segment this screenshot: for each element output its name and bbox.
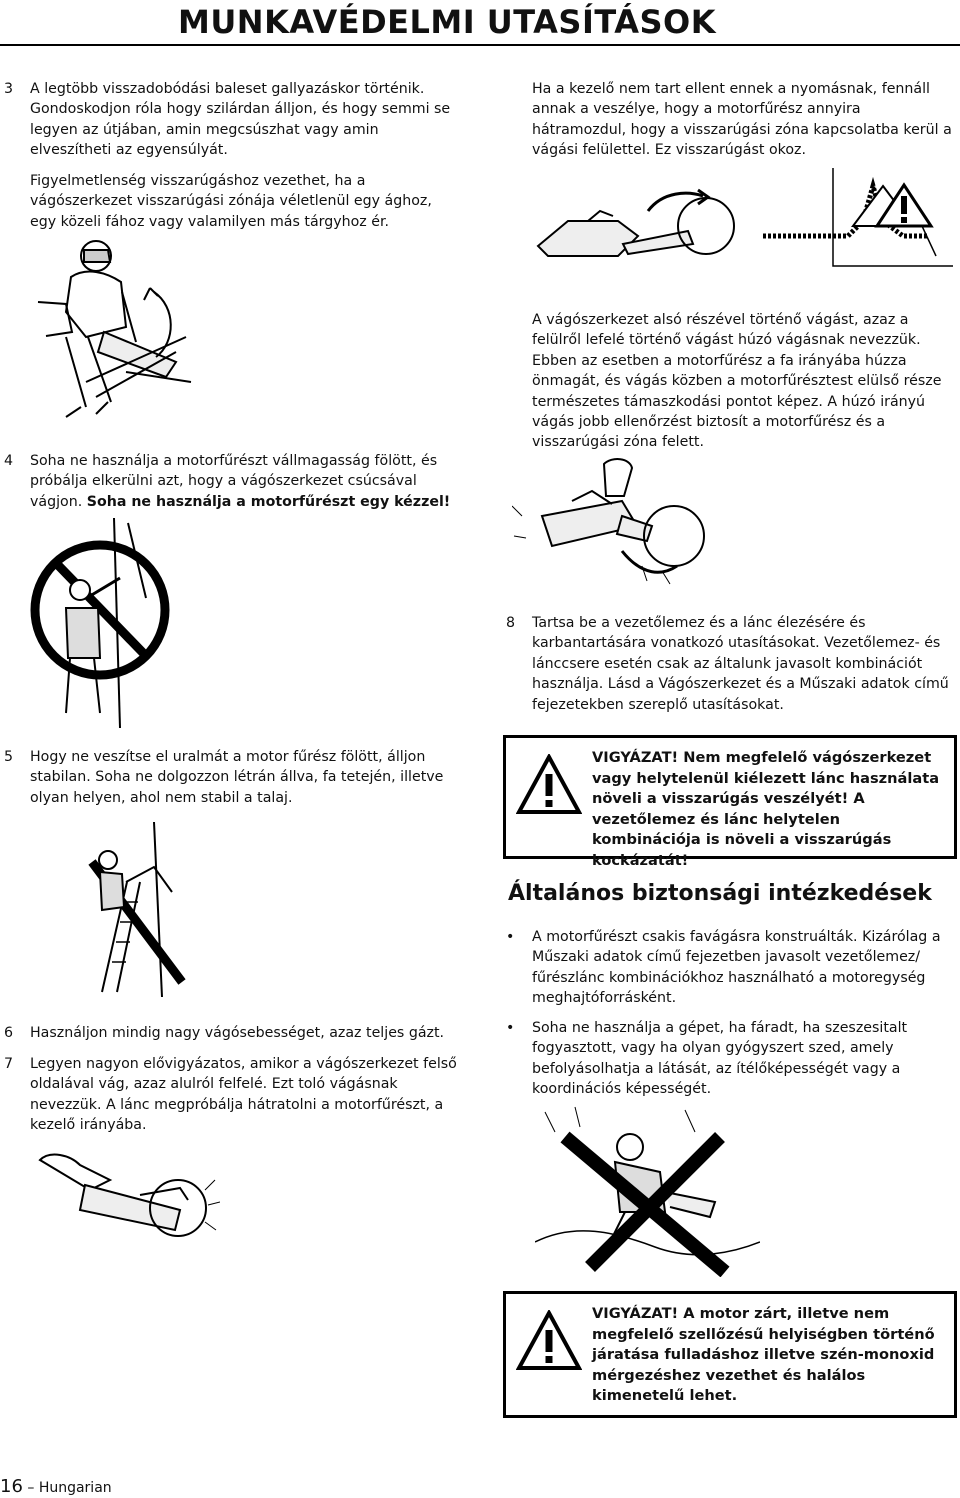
item-7-text: Legyen nagyon elővigyázatos, amikor a vágószerkezet felső oldalával vág, azaz alulról felfelé. Ezt toló vágásnak nevezzük. A lánc megpróbálja hátratolni a motorfűrészt, a kezelő irányába. — [30, 1056, 457, 1134]
bullet-dot: • — [506, 1020, 515, 1036]
right-paragraph-1: Ha a kezelő nem tart ellent ennek a nyomásnak, fennáll annak a veszélye, hogy a motorfűrész annyira hátramozdul, hogy a visszarúgási zóna kapcsolatba kerül a vágási felülettel. Ez visszarúgást okoz. — [532, 81, 952, 159]
page-title: MUNKAVÉDELMI UTASÍTÁSOK — [177, 3, 716, 41]
section-title-general-safety: Általános biztonsági intézkedések — [508, 881, 932, 906]
prohibited-tired-operator-illustration — [535, 1102, 760, 1277]
bullet-item-1 — [506, 927, 958, 1009]
push-cut-illustration — [30, 1150, 220, 1250]
item-number-4: 4 — [4, 453, 14, 469]
footer-language: Hungarian — [38, 1480, 112, 1496]
warning-triangle-icon — [516, 1310, 582, 1372]
prohibited-ladder-illustration — [82, 822, 192, 997]
bullet-item-2 — [506, 1018, 958, 1100]
pull-cut-illustration — [512, 456, 712, 606]
item-5-text: Hogy ne veszítse el uralmát a motor fűrész fölött, álljon stabilan. Soha ne dolgozzon létrán állva, fa tetején, illetve olyan helyen, ahol nem stabil a talaj. — [30, 749, 444, 806]
warning-ventilation-text: VIGYÁZAT! A motor zárt, illetve nem megfelelő szellőzésű helyiségben történő járatása fulladáshoz illetve szén-monoxid mérgezéshez vezethet és halálos kimenetelű lehet. — [592, 1305, 935, 1404]
item-3b-text: Figyelmetlenség visszarúgáshoz vezethet, ha a vágószerkezet visszarúgási zónája véletlenül egy ághoz, egy közeli fához vagy valamilyen más tárgyhoz ér. — [30, 173, 432, 230]
right-paragraph-2: A vágószerkezet alsó részével történő vágást, azaz a felülről lefelé történő vágást húzó vágásnak nevezzük. Ebben az esetben a motorfűrész a fa irányába húzza önmagát, és vágás közben a motorfűrésztest elülső része természetes támaszkodási pontot képez. A húzó irányú vágás jobb ellenőrzést biztosít a motorfűrész és a visszarúgási zóna felett. — [532, 312, 942, 451]
page-footer — [0, 1477, 112, 1498]
item-4-normal: Soha ne használja a motorfűrészt vállmagasság fölött, és próbálja elkerülni azt, hogy a vágószerkezet csúcsával vágjon. — [30, 453, 438, 510]
kickback-warning-triangle-icon — [874, 182, 934, 228]
prohibited-above-shoulder-illustration — [28, 518, 178, 728]
item-number-6: 6 — [4, 1025, 14, 1041]
header-rule — [0, 44, 960, 46]
item-number-7: 7 — [4, 1056, 14, 1072]
bullet-1-text: A motorfűrészt csakis favágásra konstruálták. Kizárólag a Műszaki adatok című fejezetben javasolt vezetőlemez/ fűrészlánc kombinációkhoz használható a motoregység meghajtóforrásként. — [532, 929, 941, 1007]
item-number-8: 8 — [506, 615, 516, 631]
warning-chain-text: VIGYÁZAT! Nem megfelelő vágószerkezet vagy helytelenül kiélezett lánc használata növeli a visszarúgás veszélyét! A vezetőlemez és lánc helytelen kombinációja is növeli a visszarúgás kockázatát! — [592, 749, 940, 869]
item-4-text — [30, 451, 460, 512]
page-number: 16 — [0, 1476, 23, 1497]
bullet-2-text: Soha ne használja a gépet, ha fáradt, ha szeszesitalt fogyasztott, vagy ha olyan gyógyszert szed, amely befolyásolhatja a látását, az ítélőképességét vagy a koordinációs képességét. — [532, 1020, 908, 1098]
item-number-5: 5 — [4, 749, 14, 765]
warning-box-ventilation — [503, 1291, 957, 1418]
item-3-text: A legtöbb visszadobódási baleset gallyazáskor történik. Gondoskodjon róla hogy szilárdan álljon, és hogy semmi se legyen az útjában, amin megcsúszhat vagy amin elveszítheti az egyensúlyát. — [30, 81, 451, 159]
warning-box-chain — [503, 735, 957, 869]
item-8-text: Tartsa be a vezetőlemez és a lánc élezésére és karbantartására vonatkozó utasításokat. Vezetőlemez- és lánccsere esetén csak az általunk javasolt kombinációt használja. Lásd a Vágószerkezet és a Műszaki adatok című fejezetekben szereplő utasításokat. — [532, 615, 949, 713]
warning-triangle-icon — [516, 754, 582, 816]
item-6-text: Használjon mindig nagy vágósebességet, azaz teljes gázt. — [30, 1025, 445, 1041]
limbing-illustration — [26, 232, 196, 432]
footer-dash: – — [27, 1480, 35, 1496]
item-number-3: 3 — [4, 81, 14, 97]
item-4-bold: Soha ne használja a motorfűrészt egy kézzel! — [86, 493, 451, 510]
bullet-dot: • — [506, 929, 515, 945]
